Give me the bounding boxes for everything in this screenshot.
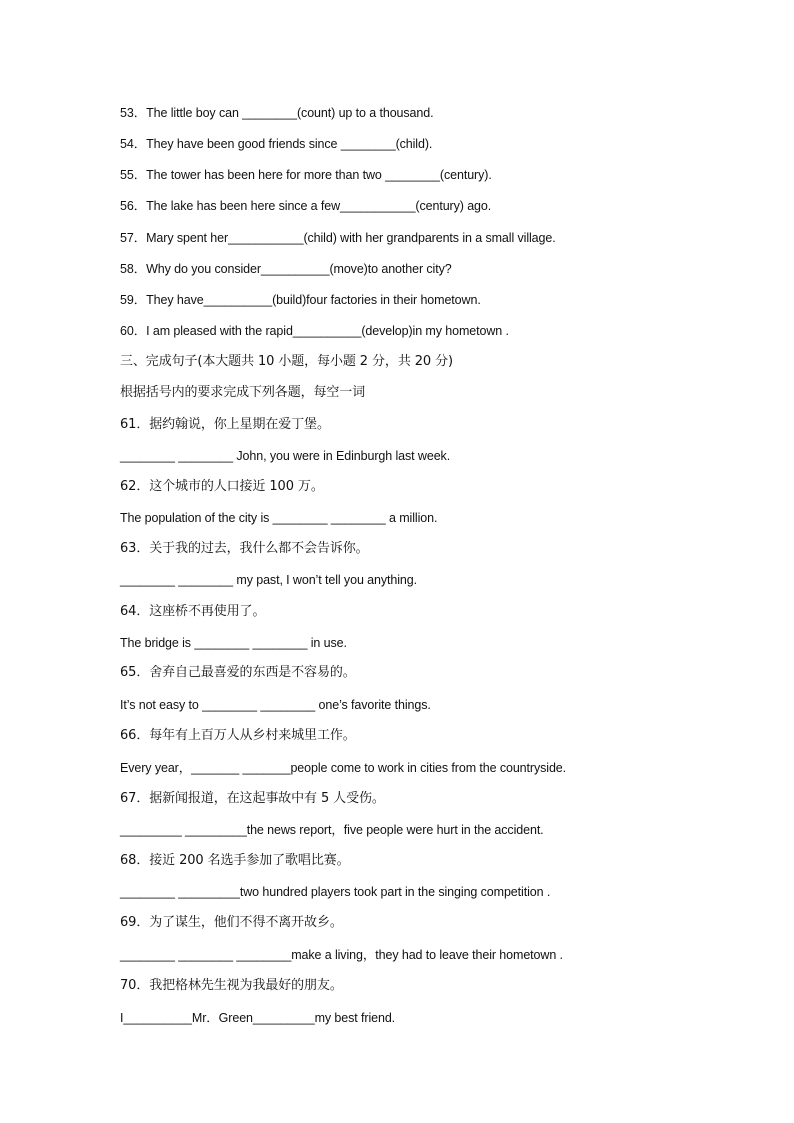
sentence-65-english: It’s not easy to ________ ________ one’s favorite things. xyxy=(120,698,431,712)
exercise-57: 57．Mary spent her___________(child) with her grandparents in a small village. xyxy=(120,231,556,245)
sentence-67-english: _________ _________the news report，five people were hurt in the accident. xyxy=(120,823,544,837)
sentence-65-chinese: 65．舍弃自己最喜爱的东西是不容易的。 xyxy=(120,665,356,680)
sentence-62-english: The population of the city is ________ ________ a million. xyxy=(120,511,438,525)
sentence-68-english: ________ _________two hundred players took part in the singing competition . xyxy=(120,885,551,899)
sentence-68-chinese: 68．接近 200 名选手参加了歌唱比赛。 xyxy=(120,853,350,868)
exercise-58: 58．Why do you consider__________(move)to another city? xyxy=(120,262,452,276)
exercise-60: 60．I am pleased with the rapid__________(develop)in my hometown . xyxy=(120,324,509,338)
exercise-53: 53．The little boy can ________(count) up to a thousand. xyxy=(120,106,434,120)
sentence-69-chinese: 69．为了谋生，他们不得不离开故乡。 xyxy=(120,915,343,930)
sentence-64-english: The bridge is ________ ________ in use. xyxy=(120,636,347,650)
sentence-63-english: ________ ________ my past, I won’t tell you anything. xyxy=(120,573,417,587)
sentence-66-english: Every year，_______ _______people come to work in cities from the countryside. xyxy=(120,761,567,775)
sentence-66-chinese: 66．每年有上百万人从乡村来城里工作。 xyxy=(120,728,356,743)
exercise-59: 59．They have__________(build)four factories in their hometown. xyxy=(120,293,481,307)
sentence-61-english: ________ ________ John, you were in Edinburgh last week. xyxy=(120,449,451,463)
sentence-62-chinese: 62．这个城市的人口接近 100 万。 xyxy=(120,479,324,494)
section-heading: 三、完成句子(本大题共 10 小题，每小题 2 分，共 20 分) xyxy=(120,354,453,369)
sentence-70-chinese: 70．我把格林先生视为我最好的朋友。 xyxy=(120,978,343,993)
section-instruction: 根据括号内的要求完成下列各题，每空一词 xyxy=(120,385,366,400)
sentence-70-english: I__________Mr．Green_________my best friend. xyxy=(120,1011,396,1025)
sentence-63-chinese: 63．关于我的过去，我什么都不会告诉你。 xyxy=(120,541,369,556)
sentence-64-chinese: 64．这座桥不再使用了。 xyxy=(120,604,266,619)
exercise-55: 55．The tower has been here for more than two ________(century). xyxy=(120,168,492,182)
exercise-54: 54．They have been good friends since ________(child). xyxy=(120,137,433,151)
sentence-61-chinese: 61．据约翰说，你上星期在爱丁堡。 xyxy=(120,417,330,432)
sentence-67-chinese: 67．据新闻报道，在这起事故中有 5 人受伤。 xyxy=(120,791,385,806)
exercise-56: 56．The lake has been here since a few___________(century) ago. xyxy=(120,199,492,213)
sentence-69-english: ________ ________ ________make a living，they had to leave their hometown . xyxy=(120,948,563,962)
